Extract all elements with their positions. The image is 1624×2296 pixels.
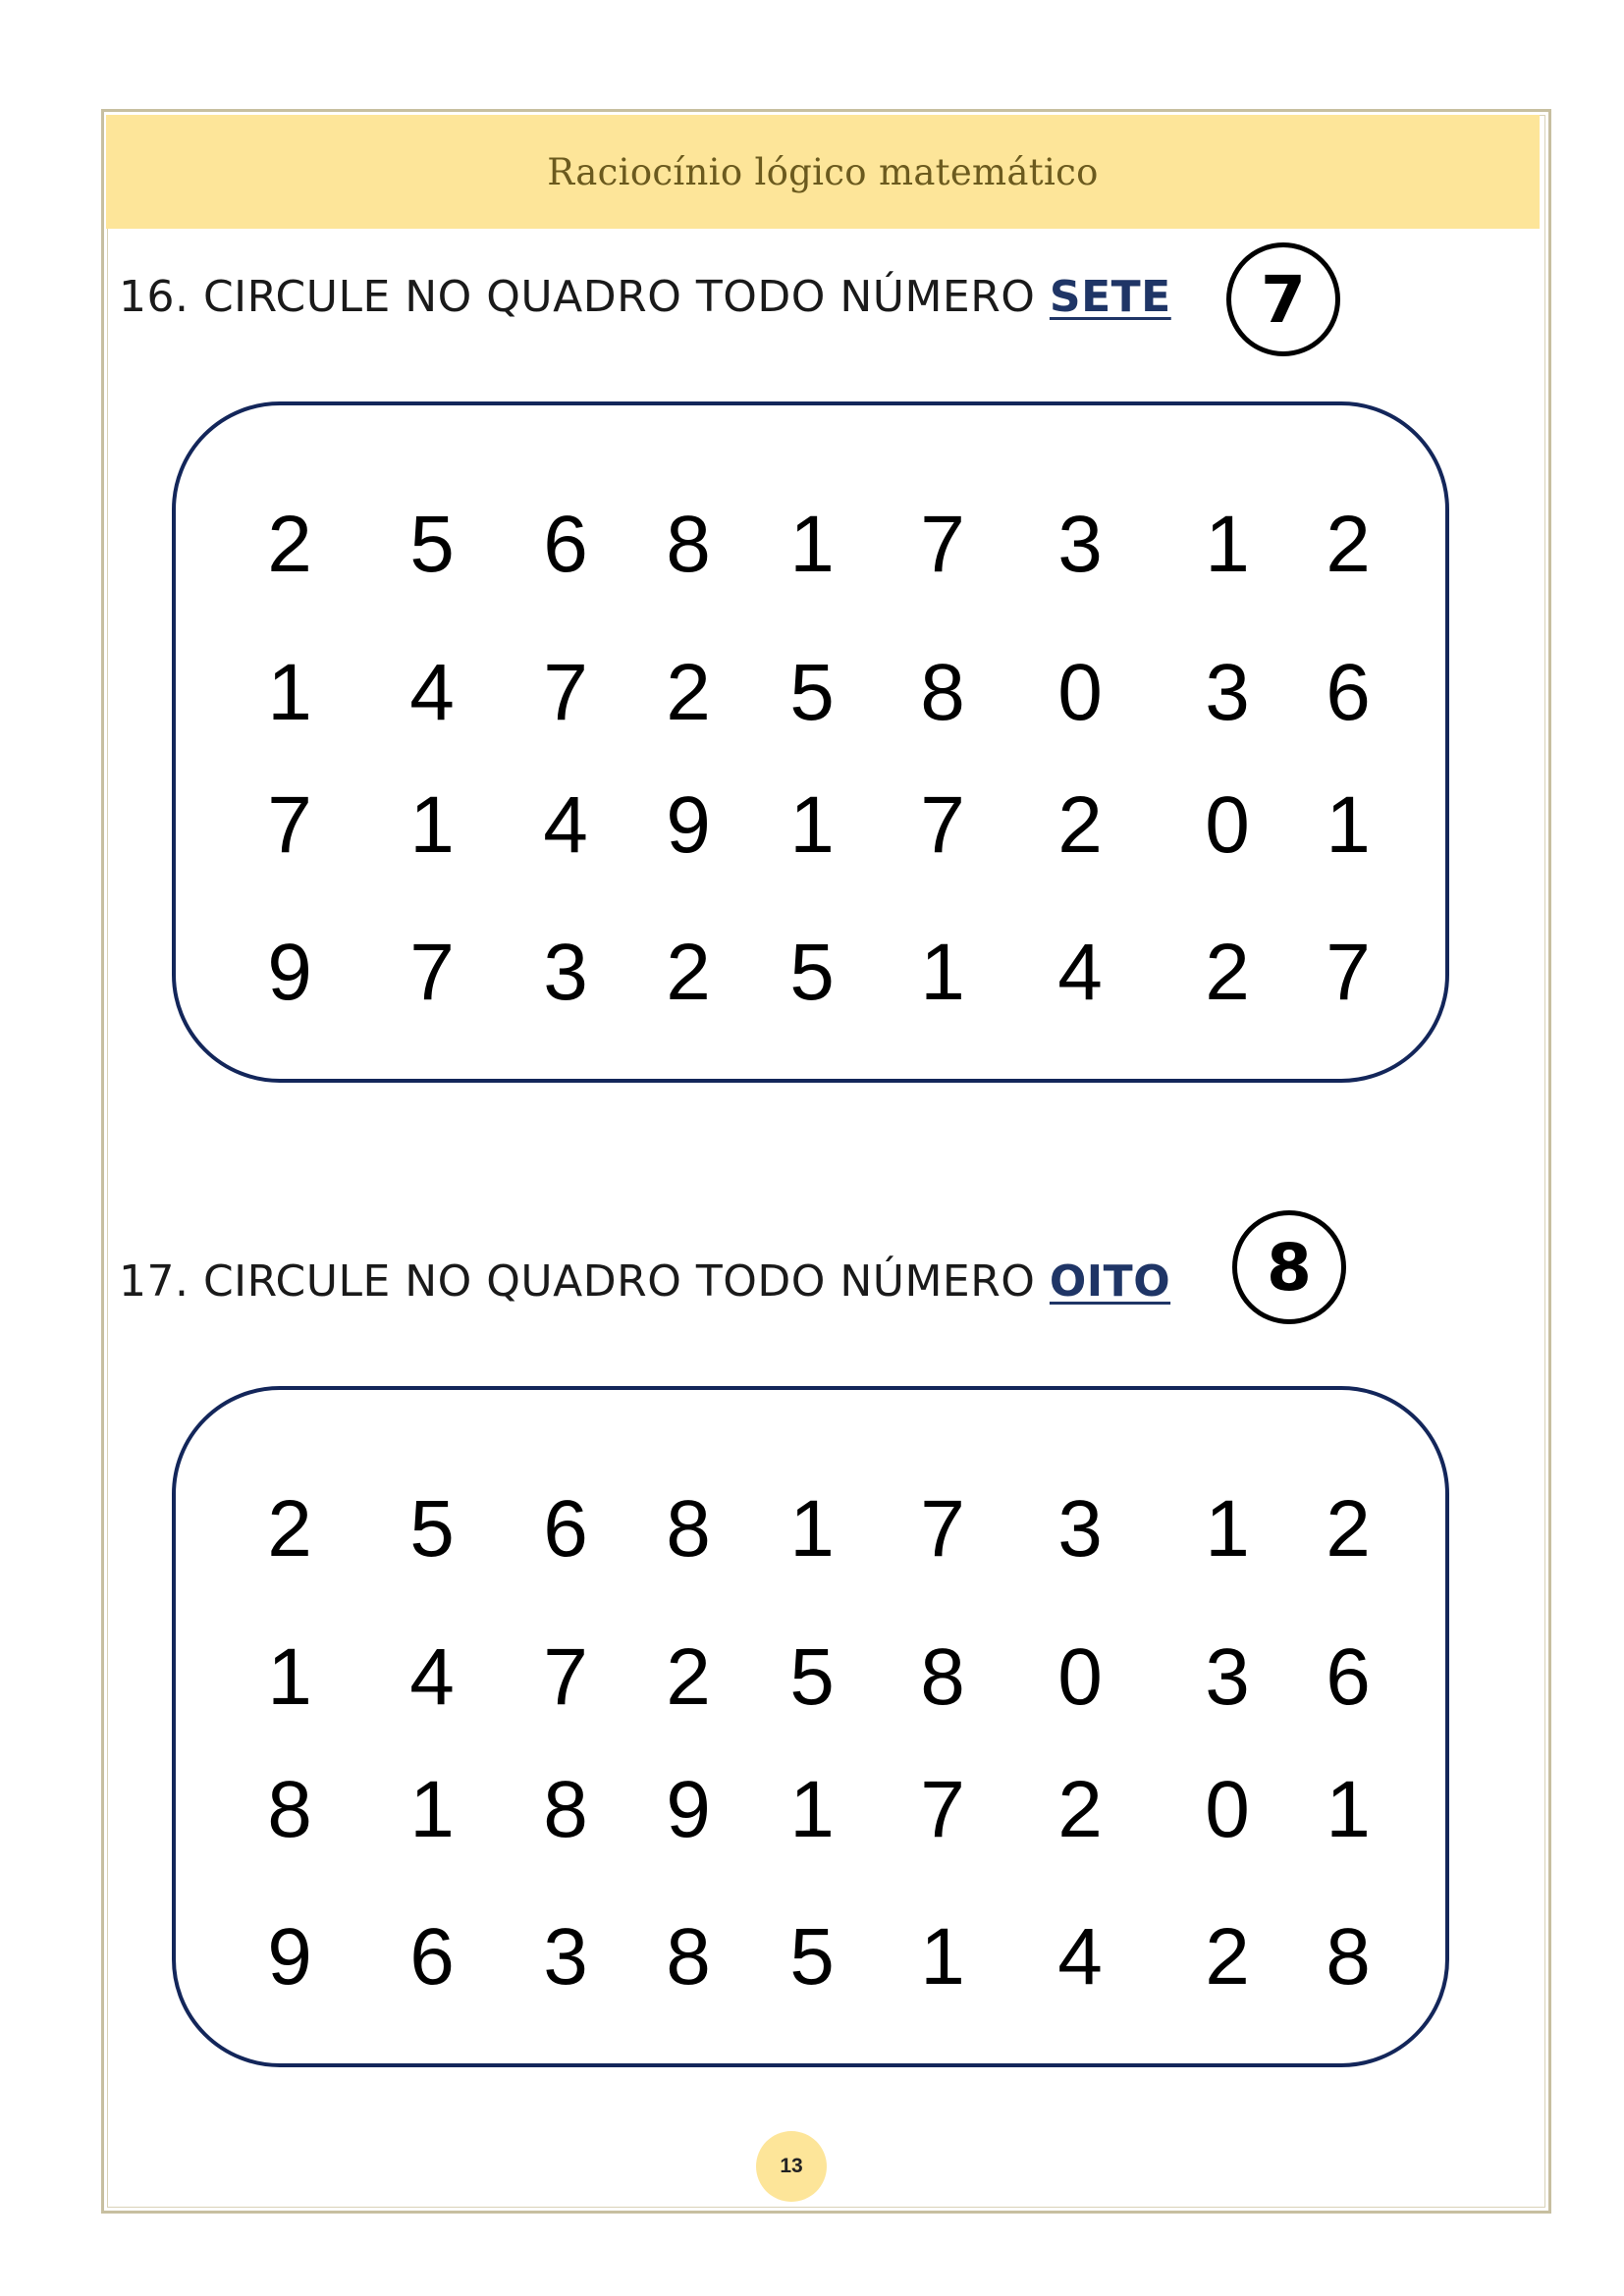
grid-cell[interactable]: 6 — [543, 500, 588, 589]
grid-cell[interactable]: 8 — [920, 648, 965, 737]
grid-cell[interactable]: 6 — [409, 1912, 455, 2002]
grid-cell[interactable]: 7 — [920, 1484, 965, 1574]
grid-cell[interactable]: 1 — [267, 648, 312, 737]
grid-cell[interactable]: 8 — [267, 1765, 312, 1854]
grid-cell[interactable]: 2 — [666, 648, 711, 737]
grid-cell[interactable]: 7 — [543, 1632, 588, 1722]
grid-cell[interactable]: 2 — [1205, 928, 1250, 1017]
grid-cell[interactable]: 2 — [666, 928, 711, 1017]
grid-cell[interactable]: 4 — [1057, 928, 1103, 1017]
grid-cell[interactable]: 1 — [789, 500, 835, 589]
grid-cell[interactable]: 8 — [920, 1632, 965, 1722]
exercise-16-target-word: SETE — [1049, 272, 1171, 322]
grid-cell[interactable]: 1 — [409, 1765, 455, 1854]
exercise-17-target-digit: 8 — [1267, 1229, 1312, 1306]
grid-cell[interactable]: 4 — [543, 780, 588, 870]
grid-cell[interactable]: 4 — [409, 648, 455, 737]
grid-cell[interactable]: 5 — [409, 1484, 455, 1574]
grid-cell[interactable]: 8 — [666, 500, 711, 589]
grid-cell[interactable]: 0 — [1205, 780, 1250, 870]
grid-cell[interactable]: 2 — [666, 1632, 711, 1722]
grid-cell[interactable]: 5 — [789, 1912, 835, 2002]
grid-cell[interactable]: 6 — [1326, 1632, 1371, 1722]
grid-cell[interactable]: 3 — [1205, 648, 1250, 737]
grid-cell[interactable]: 1 — [1205, 1484, 1250, 1574]
grid-cell[interactable]: 7 — [267, 780, 312, 870]
grid-cell[interactable]: 5 — [789, 648, 835, 737]
exercise-16-target-digit: 7 — [1261, 261, 1306, 338]
grid-cell[interactable]: 2 — [1326, 1484, 1371, 1574]
grid-cell[interactable]: 2 — [1326, 500, 1371, 589]
grid-cell[interactable]: 2 — [1205, 1912, 1250, 2002]
grid-cell[interactable]: 5 — [789, 928, 835, 1017]
grid-cell[interactable]: 3 — [543, 1912, 588, 2002]
exercise-17-target-word: OITO — [1049, 1256, 1171, 1307]
grid-cell[interactable]: 3 — [1057, 1484, 1103, 1574]
grid-cell[interactable]: 8 — [666, 1484, 711, 1574]
grid-cell[interactable]: 7 — [920, 1765, 965, 1854]
grid-cell[interactable]: 3 — [543, 928, 588, 1017]
grid-cell[interactable]: 1 — [1205, 500, 1250, 589]
page-number-label: 13 — [780, 2155, 803, 2177]
grid-cell[interactable]: 9 — [666, 1765, 711, 1854]
grid-cell[interactable]: 6 — [1326, 648, 1371, 737]
grid-cell[interactable]: 9 — [267, 1912, 312, 2002]
grid-cell[interactable]: 0 — [1057, 648, 1103, 737]
grid-cell[interactable]: 7 — [409, 928, 455, 1017]
header-title: Raciocínio lógico matemático — [547, 150, 1099, 193]
grid-cell[interactable]: 5 — [409, 500, 455, 589]
exercise-16-prompt — [119, 272, 1171, 322]
grid-cell[interactable]: 4 — [409, 1632, 455, 1722]
exercise-17-number-grid — [172, 1386, 1449, 2067]
grid-cell[interactable]: 1 — [1326, 1765, 1371, 1854]
grid-cell[interactable]: 2 — [267, 500, 312, 589]
grid-cell[interactable]: 1 — [789, 1484, 835, 1574]
grid-cell[interactable]: 7 — [543, 648, 588, 737]
grid-cell[interactable]: 5 — [789, 1632, 835, 1722]
grid-cell[interactable]: 1 — [267, 1632, 312, 1722]
grid-cell[interactable]: 7 — [1326, 928, 1371, 1017]
grid-cell[interactable]: 6 — [543, 1484, 588, 1574]
grid-cell[interactable]: 9 — [267, 928, 312, 1017]
exercise-16-number-grid — [172, 401, 1449, 1083]
grid-cell[interactable]: 1 — [789, 1765, 835, 1854]
grid-cell[interactable]: 1 — [920, 1912, 965, 2002]
grid-cell[interactable]: 7 — [920, 780, 965, 870]
grid-cell[interactable]: 1 — [1326, 780, 1371, 870]
grid-cell[interactable]: 0 — [1205, 1765, 1250, 1854]
grid-cell[interactable]: 2 — [1057, 780, 1103, 870]
exercise-17-target-digit-circle — [1232, 1210, 1346, 1324]
grid-cell[interactable]: 1 — [409, 780, 455, 870]
grid-cell[interactable]: 3 — [1205, 1632, 1250, 1722]
grid-cell[interactable]: 9 — [666, 780, 711, 870]
exercise-16-target-digit-circle — [1226, 242, 1340, 356]
header-band — [106, 115, 1540, 229]
exercise-17-prompt — [119, 1256, 1170, 1307]
grid-cell[interactable]: 1 — [789, 780, 835, 870]
exercise-16-instruction: 16. CIRCULE NO QUADRO TODO NÚMERO — [119, 272, 1050, 322]
grid-cell[interactable]: 8 — [1326, 1912, 1371, 2002]
grid-cell[interactable]: 1 — [920, 928, 965, 1017]
grid-cell[interactable]: 7 — [920, 500, 965, 589]
page-number — [756, 2131, 827, 2202]
grid-cell[interactable]: 8 — [666, 1912, 711, 2002]
grid-cell[interactable]: 2 — [1057, 1765, 1103, 1854]
exercise-17-instruction: 17. CIRCULE NO QUADRO TODO NÚMERO — [119, 1256, 1050, 1307]
grid-cell[interactable]: 3 — [1057, 500, 1103, 589]
grid-cell[interactable]: 4 — [1057, 1912, 1103, 2002]
grid-cell[interactable]: 0 — [1057, 1632, 1103, 1722]
grid-cell[interactable]: 8 — [543, 1765, 588, 1854]
grid-cell[interactable]: 2 — [267, 1484, 312, 1574]
